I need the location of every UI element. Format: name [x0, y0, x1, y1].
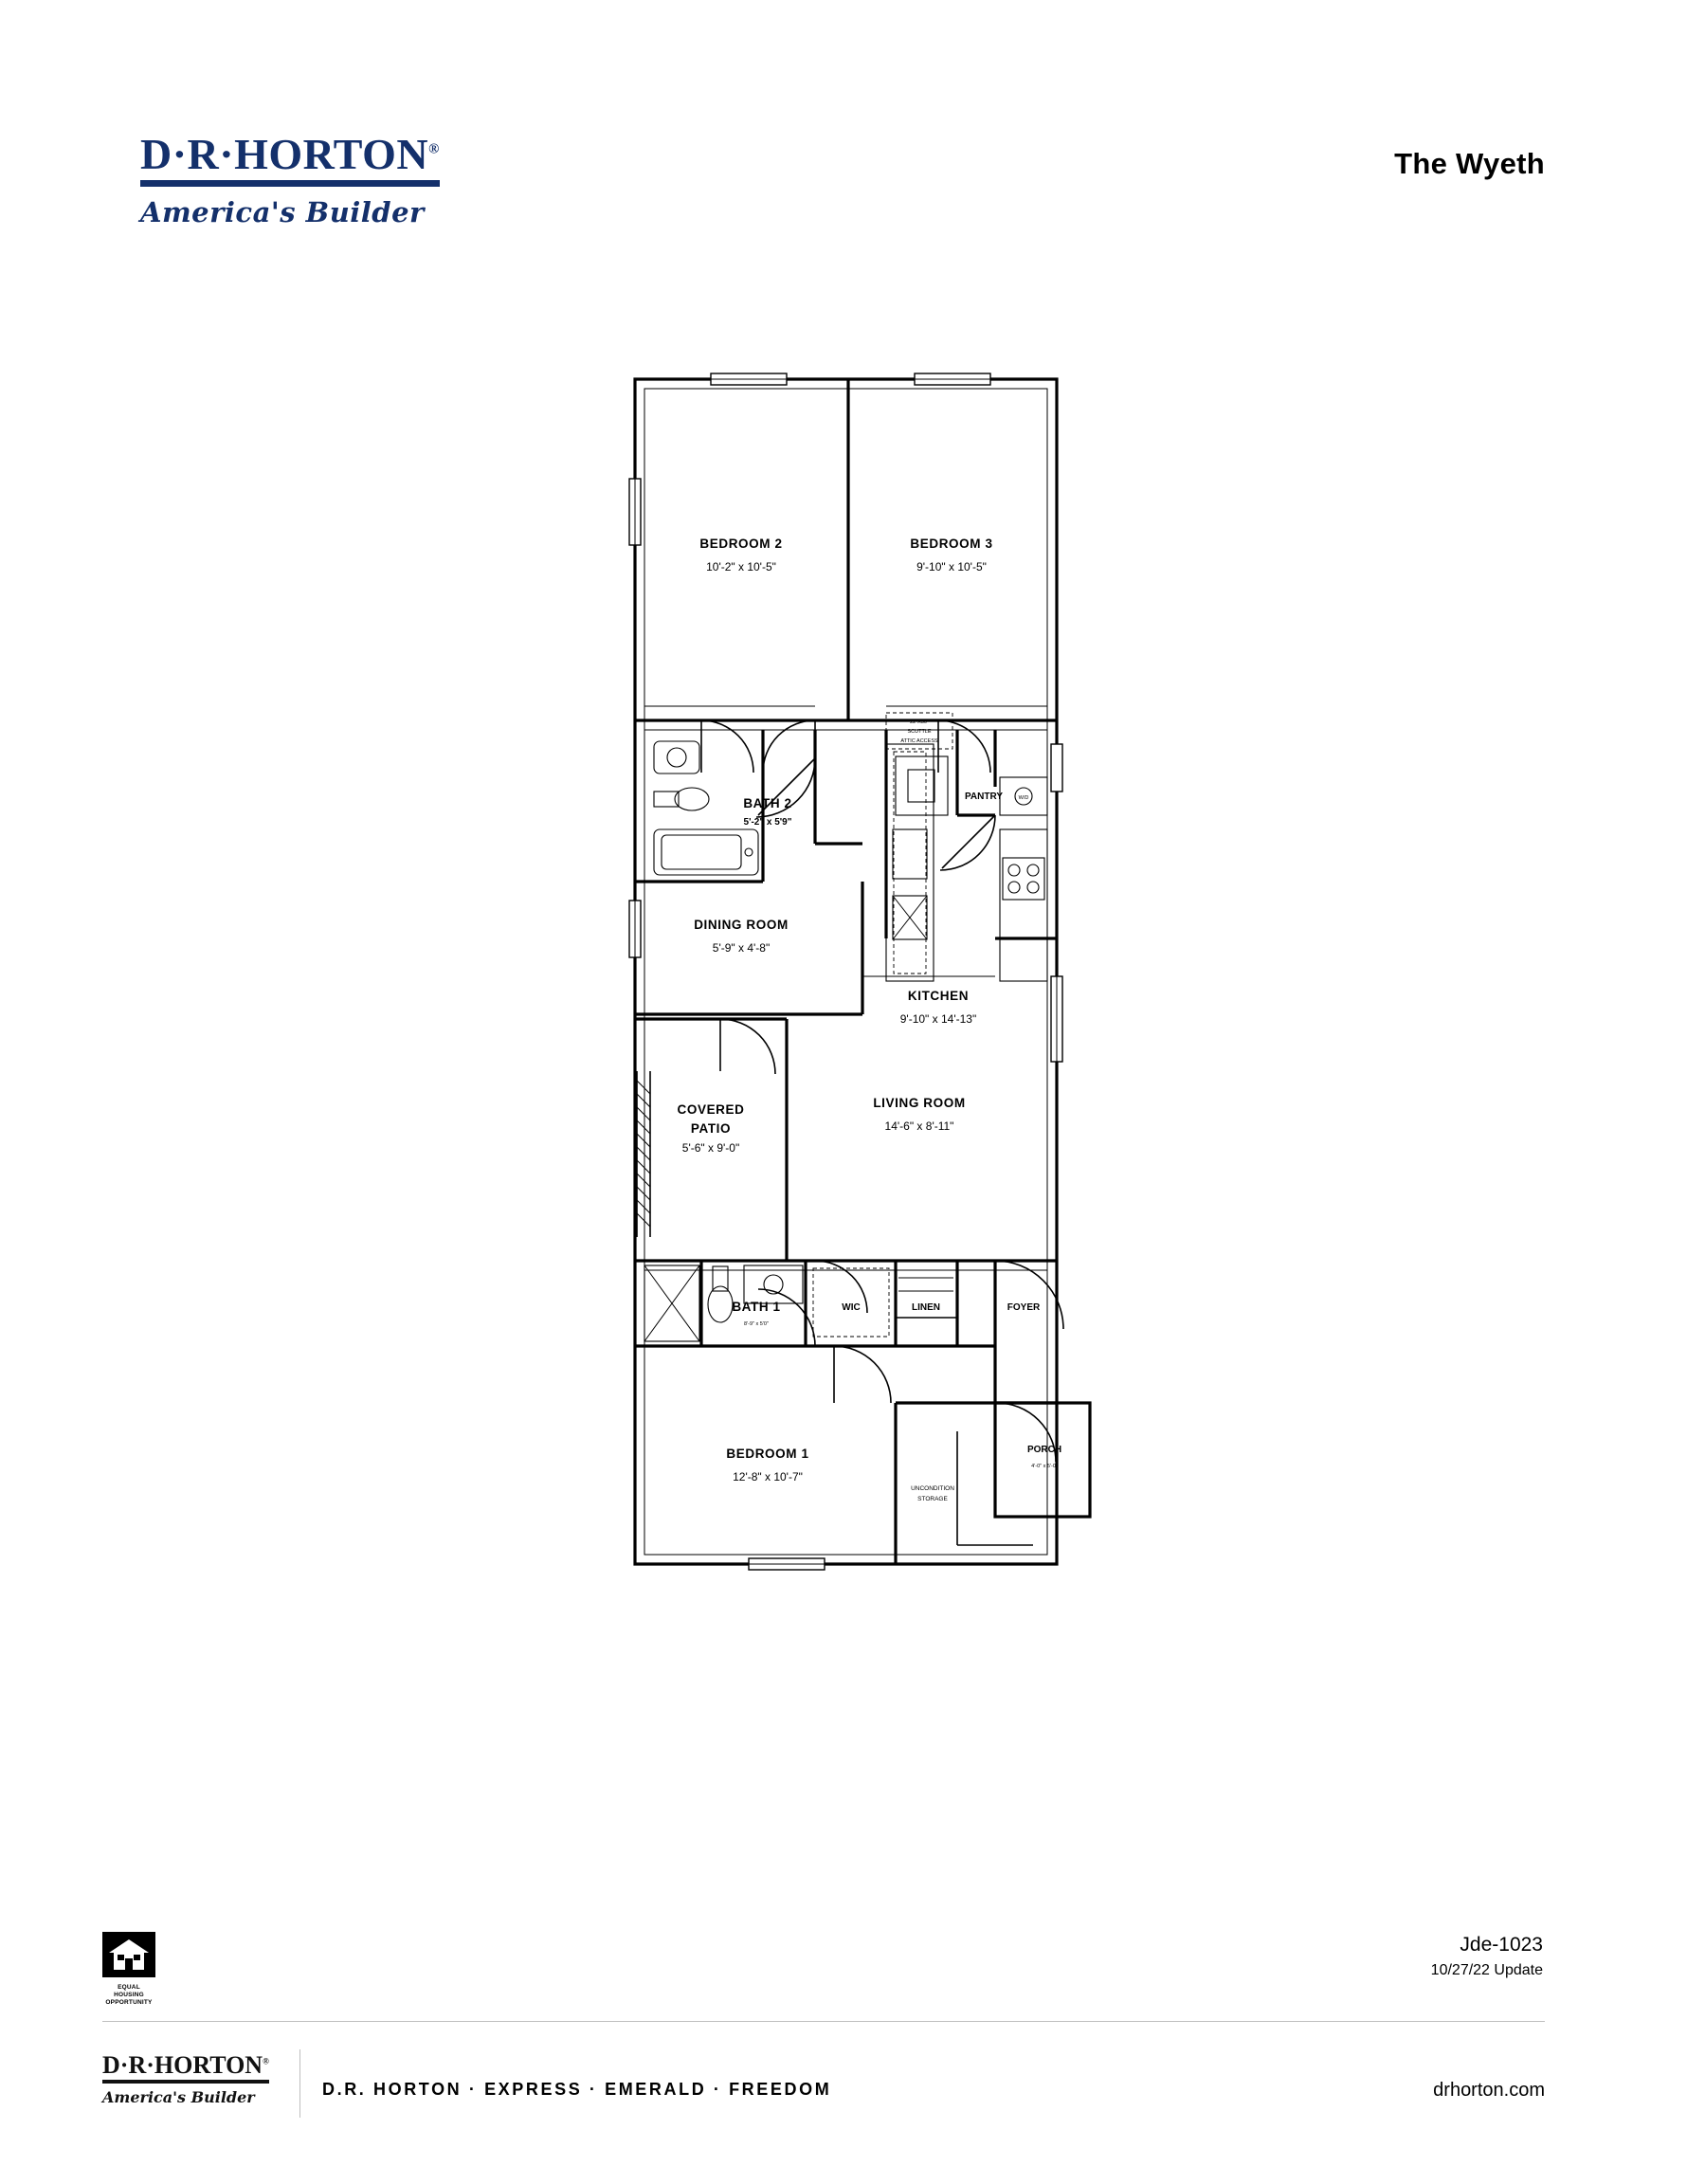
- range-burners: [1003, 858, 1044, 900]
- eho-text: EQUAL HOUSING OPPORTUNITY: [105, 1984, 153, 2007]
- label-patio-name-1: COVERED: [677, 1102, 745, 1117]
- label-porch-name: PORCH: [1026, 1445, 1062, 1455]
- label-wic: WIC: [842, 1302, 861, 1313]
- label-foyer: FOYER: [1007, 1302, 1041, 1313]
- label-bath2-name: BATH 2: [743, 796, 792, 810]
- windows: [629, 373, 1062, 1570]
- floorplan-drawing: [370, 313, 1317, 1659]
- floorplan-container: [0, 313, 1687, 1905]
- brand-family-list: D.R. HORTON · EXPRESS · EMERALD · FREEDOM: [322, 2080, 832, 2099]
- brand-tagline: America's Builder: [140, 196, 425, 228]
- drhorton-logo: [140, 130, 453, 228]
- page-footer: [0, 1909, 1687, 2184]
- label-living-name: LIVING ROOM: [873, 1096, 966, 1110]
- label-bath2-dim: 5'-2" x 5'9": [743, 817, 792, 828]
- document-code: Jde-1023: [1460, 1934, 1543, 1956]
- label-dining-name: DINING ROOM: [694, 918, 789, 932]
- label-attic-2: SCUTTLE: [907, 729, 932, 735]
- label-bedroom1-dim: 12'-8" x 10'-7": [733, 1470, 803, 1483]
- label-patio-dim: 5'-6" x 9'-0": [681, 1141, 740, 1155]
- label-kitchen-dim: 9'-10" x 14'-13": [899, 1012, 977, 1026]
- footer-brand-wordmark: D·R·HORTON®: [102, 2053, 269, 2084]
- footer-brand-tagline: America's Builder: [102, 2088, 255, 2106]
- label-bedroom2-dim: 10'-2" x 10'-5": [706, 560, 776, 573]
- label-attic-3: ATTIC ACCESS: [900, 738, 938, 744]
- label-attic-1: 22"X30": [910, 719, 929, 725]
- patio-screen-hatch: [637, 1071, 650, 1237]
- label-pantry: PANTRY: [965, 792, 1003, 802]
- shower-bath1: [644, 1265, 699, 1341]
- document-update-date: 10/27/22 Update: [1430, 1962, 1543, 1978]
- equal-housing-opportunity-logo: [102, 1932, 155, 2007]
- label-bedroom2-name: BEDROOM 2: [699, 537, 783, 551]
- fixtures: [644, 713, 1047, 1341]
- toilet-bath2: [654, 788, 709, 810]
- label-patio-name-2: PATIO: [690, 1121, 732, 1136]
- page-title: The Wyeth: [1394, 147, 1545, 180]
- toilet-bath1: [708, 1266, 733, 1322]
- label-kitchen-name: KITCHEN: [907, 989, 970, 1003]
- label-washer-dryer: W/D: [1018, 795, 1029, 801]
- label-porch-dim: 4'-0" x 5'-0": [1031, 1464, 1058, 1469]
- label-bedroom3-dim: 9'-10" x 10'-5": [916, 560, 987, 573]
- label-bath1-dim: 8'-9" x 5'0": [744, 1321, 769, 1327]
- exterior-walls: [635, 379, 1057, 1564]
- label-storage-2: STORAGE: [917, 1496, 948, 1502]
- label-bedroom3-name: BEDROOM 3: [910, 537, 993, 551]
- footer-divider-rule: [102, 2021, 1545, 2022]
- eho-icon: [102, 1932, 155, 1977]
- label-living-dim: 14'-6" x 8'-11": [884, 1119, 954, 1133]
- vanity-bath1: [744, 1265, 803, 1303]
- label-bedroom1-name: BEDROOM 1: [726, 1447, 809, 1461]
- label-dining-dim: 5'-9" x 4'-8": [712, 941, 771, 955]
- website-link[interactable]: drhorton.com: [1433, 2080, 1545, 2101]
- kitchen-sink: [893, 896, 927, 939]
- page-header: [0, 0, 1687, 284]
- brand-wordmark: D·R·HORTON®: [140, 133, 440, 187]
- footer-vertical-divider: [299, 2049, 300, 2118]
- label-storage-1: UNCONDITION: [911, 1485, 954, 1492]
- doors: [701, 720, 1063, 1462]
- interior-walls: [635, 379, 1090, 1564]
- footer-drhorton-logo: [102, 2053, 292, 2106]
- label-bath1-name: BATH 1: [732, 1300, 781, 1314]
- document-code-block: [1431, 1934, 1543, 1979]
- label-linen: LINEN: [912, 1302, 940, 1313]
